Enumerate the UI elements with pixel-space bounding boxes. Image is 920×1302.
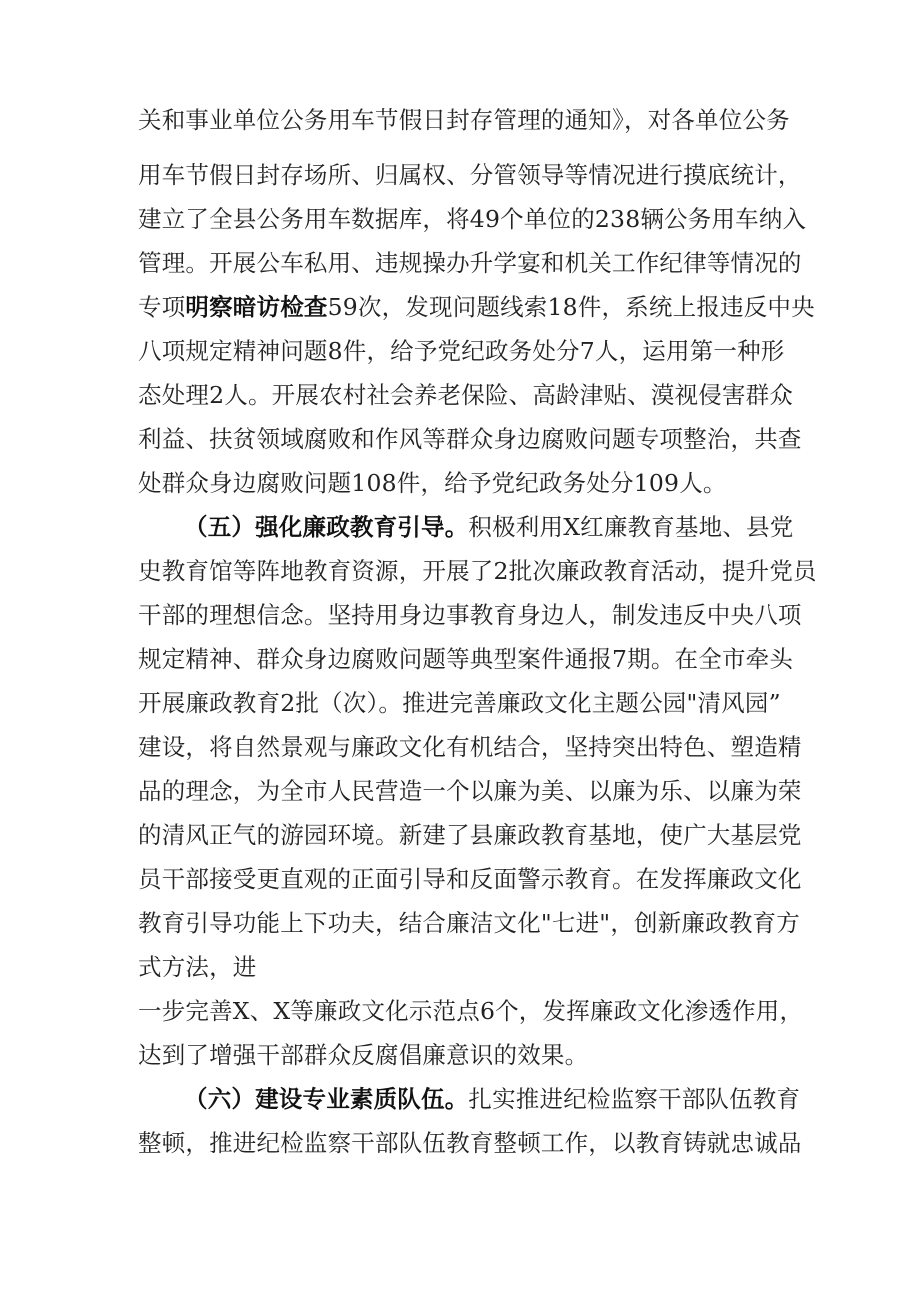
text-segment: 扎实推进纪检监察干部队伍教育 [468,1085,801,1113]
text-segment: 积极利用X红廉教育基地、县党 [468,513,794,541]
text-line: 处群众身边腐败问题108件，给予党纪政务处分109人。 [138,469,727,497]
text-line: 史教育馆等阵地教育资源，开展了2批次廉政教育活动，提升党员 [138,557,817,585]
text-line: 达到了增强干部群众反腐倡廉意识的效果。 [138,1041,589,1069]
text-line: 干部的理想信念。坚持用身边事教育身边人，制发违反中央八项 [138,601,802,629]
text-line: 态处理2人。开展农村社会养老保险、高龄津贴、漠视侵害群众 [138,381,794,409]
emphasized-text: 明察暗访检查 [185,293,328,321]
text-line [138,285,815,329]
text-line: 员干部接受更直观的正面引导和反面警示教育。在发挥廉政文化 [138,865,802,893]
section-6-first-line [184,1077,800,1121]
text-line: 整顿，推进纪检监察干部队伍教育整顿工作，以教育铸就忠诚品 [138,1129,802,1157]
text-line: 一步完善X、X等廉政文化示范点6个，发挥廉政文化渗透作用， [138,997,804,1025]
text-line: 关和事业单位公务用车节假日封存管理的通知》，对各单位公务 [138,106,790,134]
text-line: 教育引导功能上下功夫，结合廉洁文化"七进"，创新廉政教育方 [138,909,800,937]
text-line: 建立了全县公务用车数据库，将49个单位的238辆公务用车纳入 [138,205,807,233]
text-line: 的清风正气的游园环境。新建了县廉政教育基地，使广大基层党 [138,821,802,849]
section-6-heading: （六）建设专业素质队伍。 [184,1085,469,1113]
text-segment: 专项 [138,293,186,321]
text-line: 开展廉政教育2批（次）。推进完善廉政文化主题公园"清风园” [138,689,781,717]
text-line: 规定精神、群众身边腐败问题等典型案件通报7期。在全市牵头 [138,645,794,673]
text-line: 品的理念，为全市人民营造一个以廉为美、以廉为乐、以廉为荣 [138,777,802,805]
text-line: 利益、扶贫领域腐败和作风等群众身边腐败问题专项整治，共查 [138,425,802,453]
text-line: 用车节假日封存场所、归属权、分管领导等情况进行摸底统计， [138,161,802,189]
text-segment: 59次，发现问题线索18件，系统上报违反中央 [327,293,815,321]
text-line: 八项规定精神问题8件，给予党纪政务处分7人，运用第一种形 [138,337,785,365]
text-line: 管理。开展公车私用、违规操办升学宴和机关工作纪律等情况的 [138,249,802,277]
section-5-heading: （五）强化廉政教育引导。 [184,513,469,541]
text-line: 式方法，进 [138,953,257,981]
section-5-first-line [184,505,793,549]
text-line: 建设，将自然景观与廉政文化有机结合，坚持突出特色、塑造精 [138,733,802,761]
